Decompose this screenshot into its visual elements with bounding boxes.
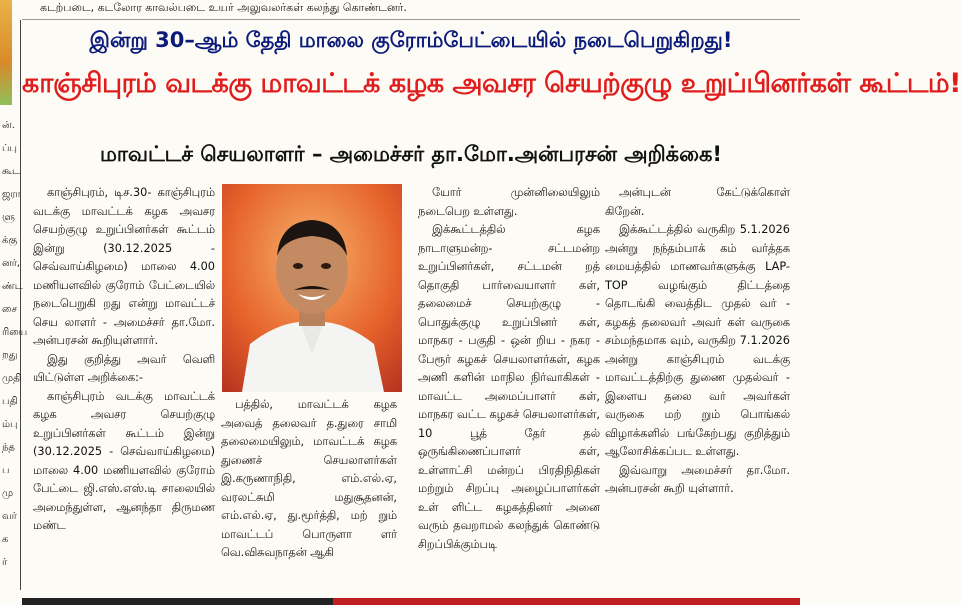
article-column-4 [605,184,790,499]
adjacent-text-fragment: ர் [2,557,8,568]
adjacent-photo-edge [0,0,12,105]
portrait-illustration [222,184,402,392]
adjacent-text-fragment: ரியை [2,327,28,338]
article-paragraph: இக்கூட்டத்தில் கழக நாடாளுமன்ற- சட்டமன்ற உறுப்பினர்கள், சட்டமன் றத் தொகுதி பார்வையாளர் கள், தலைமைச் செயற்குழு - பொதுக்குழு உறுப்பினர் கள், மாநகர - பகுதி - ஒன் றிய - நகர - பேரூர் கழகச் செயலாளர்கள், கழக அணி களின் மாநில நிர்வாகிகள் - மாவட்ட அமைப்பாளர் கள், மாநகர வட்ட கழகச் செயலாளர்கள், 10 பூத் தேர் தல் ஒருங்கிணைப்பாளர் கள், உள்ளாட்சி மன்றப் பிரதிநிதிகள் மற்றும் சிறப்பு அழைப்பாளர்கள் உள் ளிட்ட கழகத்தினர் அனை வரும் தவறாமல் கலந்துக் கொண்டு சிறப்பிக்கும்படி [418,223,600,551]
article-column-3 [418,184,600,554]
adjacent-text-fragment: க்கு [2,235,18,246]
adjacent-text-fragment: ம்பு [2,419,18,430]
article-paragraph: இது குறித்து அவர் வெளி யிட்டுள்ள அறிக்கை:- [33,352,215,384]
adjacent-text-fragment: ந்த [2,442,15,453]
adjacent-text-fragment: முதி [2,373,22,384]
minister-photo [222,184,402,392]
adjacent-text-fragment: னர், [2,258,21,269]
adjacent-text-fragment: ளு [2,212,15,223]
kicker-headline: இன்று 30–ஆம் தேதி மாலை குரோம்பேட்டையில் நடைபெறுகிறது! [89,28,733,52]
adjacent-text-fragment: க [2,534,9,545]
adjacent-text-fragment: மு [2,488,14,499]
adjacent-column-edge [0,0,28,605]
main-headline: காஞ்சிபுரம் வடக்கு மாவட்டக் கழக அவசர செயற்குழு உறுப்பினர்கள் கூட்டம்! [22,68,961,99]
article-paragraph: பத்தில், மாவட்டக் கழக அவைத் தலைவர் த.துரை சாமி தலைமையிலும், மாவட்டக் கழக துணைச் செயலாளர்கள் இ.கருணாநிதி, எம்.எல்.ஏ, வரலட்சுமி மதுசூதனன், எம்.எல்.ஏ, து.மூர்த்தி, மற் றும் மாவட்டப் பொருளா ளர் வெ.விசுவநாதன் ஆகி [221,398,397,559]
article-paragraph: இக்கூட்டத்தில் வருகிற 5.1.2026 அன்று நந்தம்பாக் கம் வர்த்தக மையத்தில் மாணவர்களுக்கு LAP-TOP வழங்கும் திட்டத்தை தொடங்கி வைத்திட முதல் வர் - கழகத் தலைவர் அவர் கள் வருகை சம்மந்தமாக வும், வருகிற 7.1.2026 அன்று காஞ்சிபுரம் வடக்கு மாவட்டத்திற்கு துணை முதல்வர் - இளைய தலை வர் அவர்கள் வருகை மற் றும் பொங்கல் விழாக்களில் பங்கேற்பது குறித்தும் ஆலோசிக்கப்பட உள்ளது. [605,223,790,458]
previous-article-tail: கடற்படை, கடலோர காவல்படை உயர் அலுவலர்கள் கலந்து கொண்டனர். [22,0,800,20]
adjacent-text-fragment: வர் [2,511,17,522]
sub-headline: மாவட்டச் செயலாளர் – அமைச்சர் தா.மோ.அன்பரசன் அறிக்கை! [100,142,722,166]
adjacent-text-fragment: ப [2,465,10,476]
adjacent-text-fragment: ண்ட [2,281,23,292]
article-paragraph: யோர் முன்னிலையிலும் நடைபெற உள்ளது. [418,186,600,218]
adjacent-text-fragment: றது [2,350,18,361]
article-paragraph: காஞ்சிபுரம், டிச.30- காஞ்சிபுரம் வடக்கு மாவட்டக் கழக அவசர செயற்குழு உறுப்பினர்கள் கூட்டம் இன்று (30.12.2025 - செவ்வாய்கிழமை) மாலை 4.00 மணியளவில் குரோம் பேட்டையில் நடைபெறுகி றது என்று மாவட்டச் செய லாளர் - அமைச்சர் தா.மோ. அன்பரசன் கூறியுள்ளார். [33,186,215,347]
article-column-2 [221,396,397,563]
adjacent-text-fragment: கூட [2,166,20,177]
adjacent-text-fragment: சை [2,304,17,315]
adjacent-text-fragment: பதி [2,396,18,407]
bottom-border [22,598,800,605]
article-column-1 [33,184,215,536]
article-paragraph: இவ்வாறு அமைச்சர் தா.மோ. அன்பரசன் கூறி யுள்ளார். [605,463,790,495]
article-paragraph: அன்புடன் கேட்டுக்கொள் கிறேன். [605,186,790,218]
adjacent-text-fragment: ப்பு [2,143,17,154]
column-divider [20,20,21,590]
adjacent-text-fragment: ஜரா [2,189,21,200]
article-paragraph: காஞ்சிபுரம் வடக்கு மாவட்டக் கழக அவசர செயற்குழு உறுப்பினர்கள் கூட்டம் இன்று (30.12.2025 - செவ்வாய்கிழமை) மாலை 4.00 மணியளவில் குரோம் பேட்டை ஜி.எஸ்.எஸ்.டி சாலையில் அமைந்துள்ள, ஆனந்தா திருமண மண்ட [33,389,215,532]
adjacent-text-fragment: ன். [2,120,15,131]
